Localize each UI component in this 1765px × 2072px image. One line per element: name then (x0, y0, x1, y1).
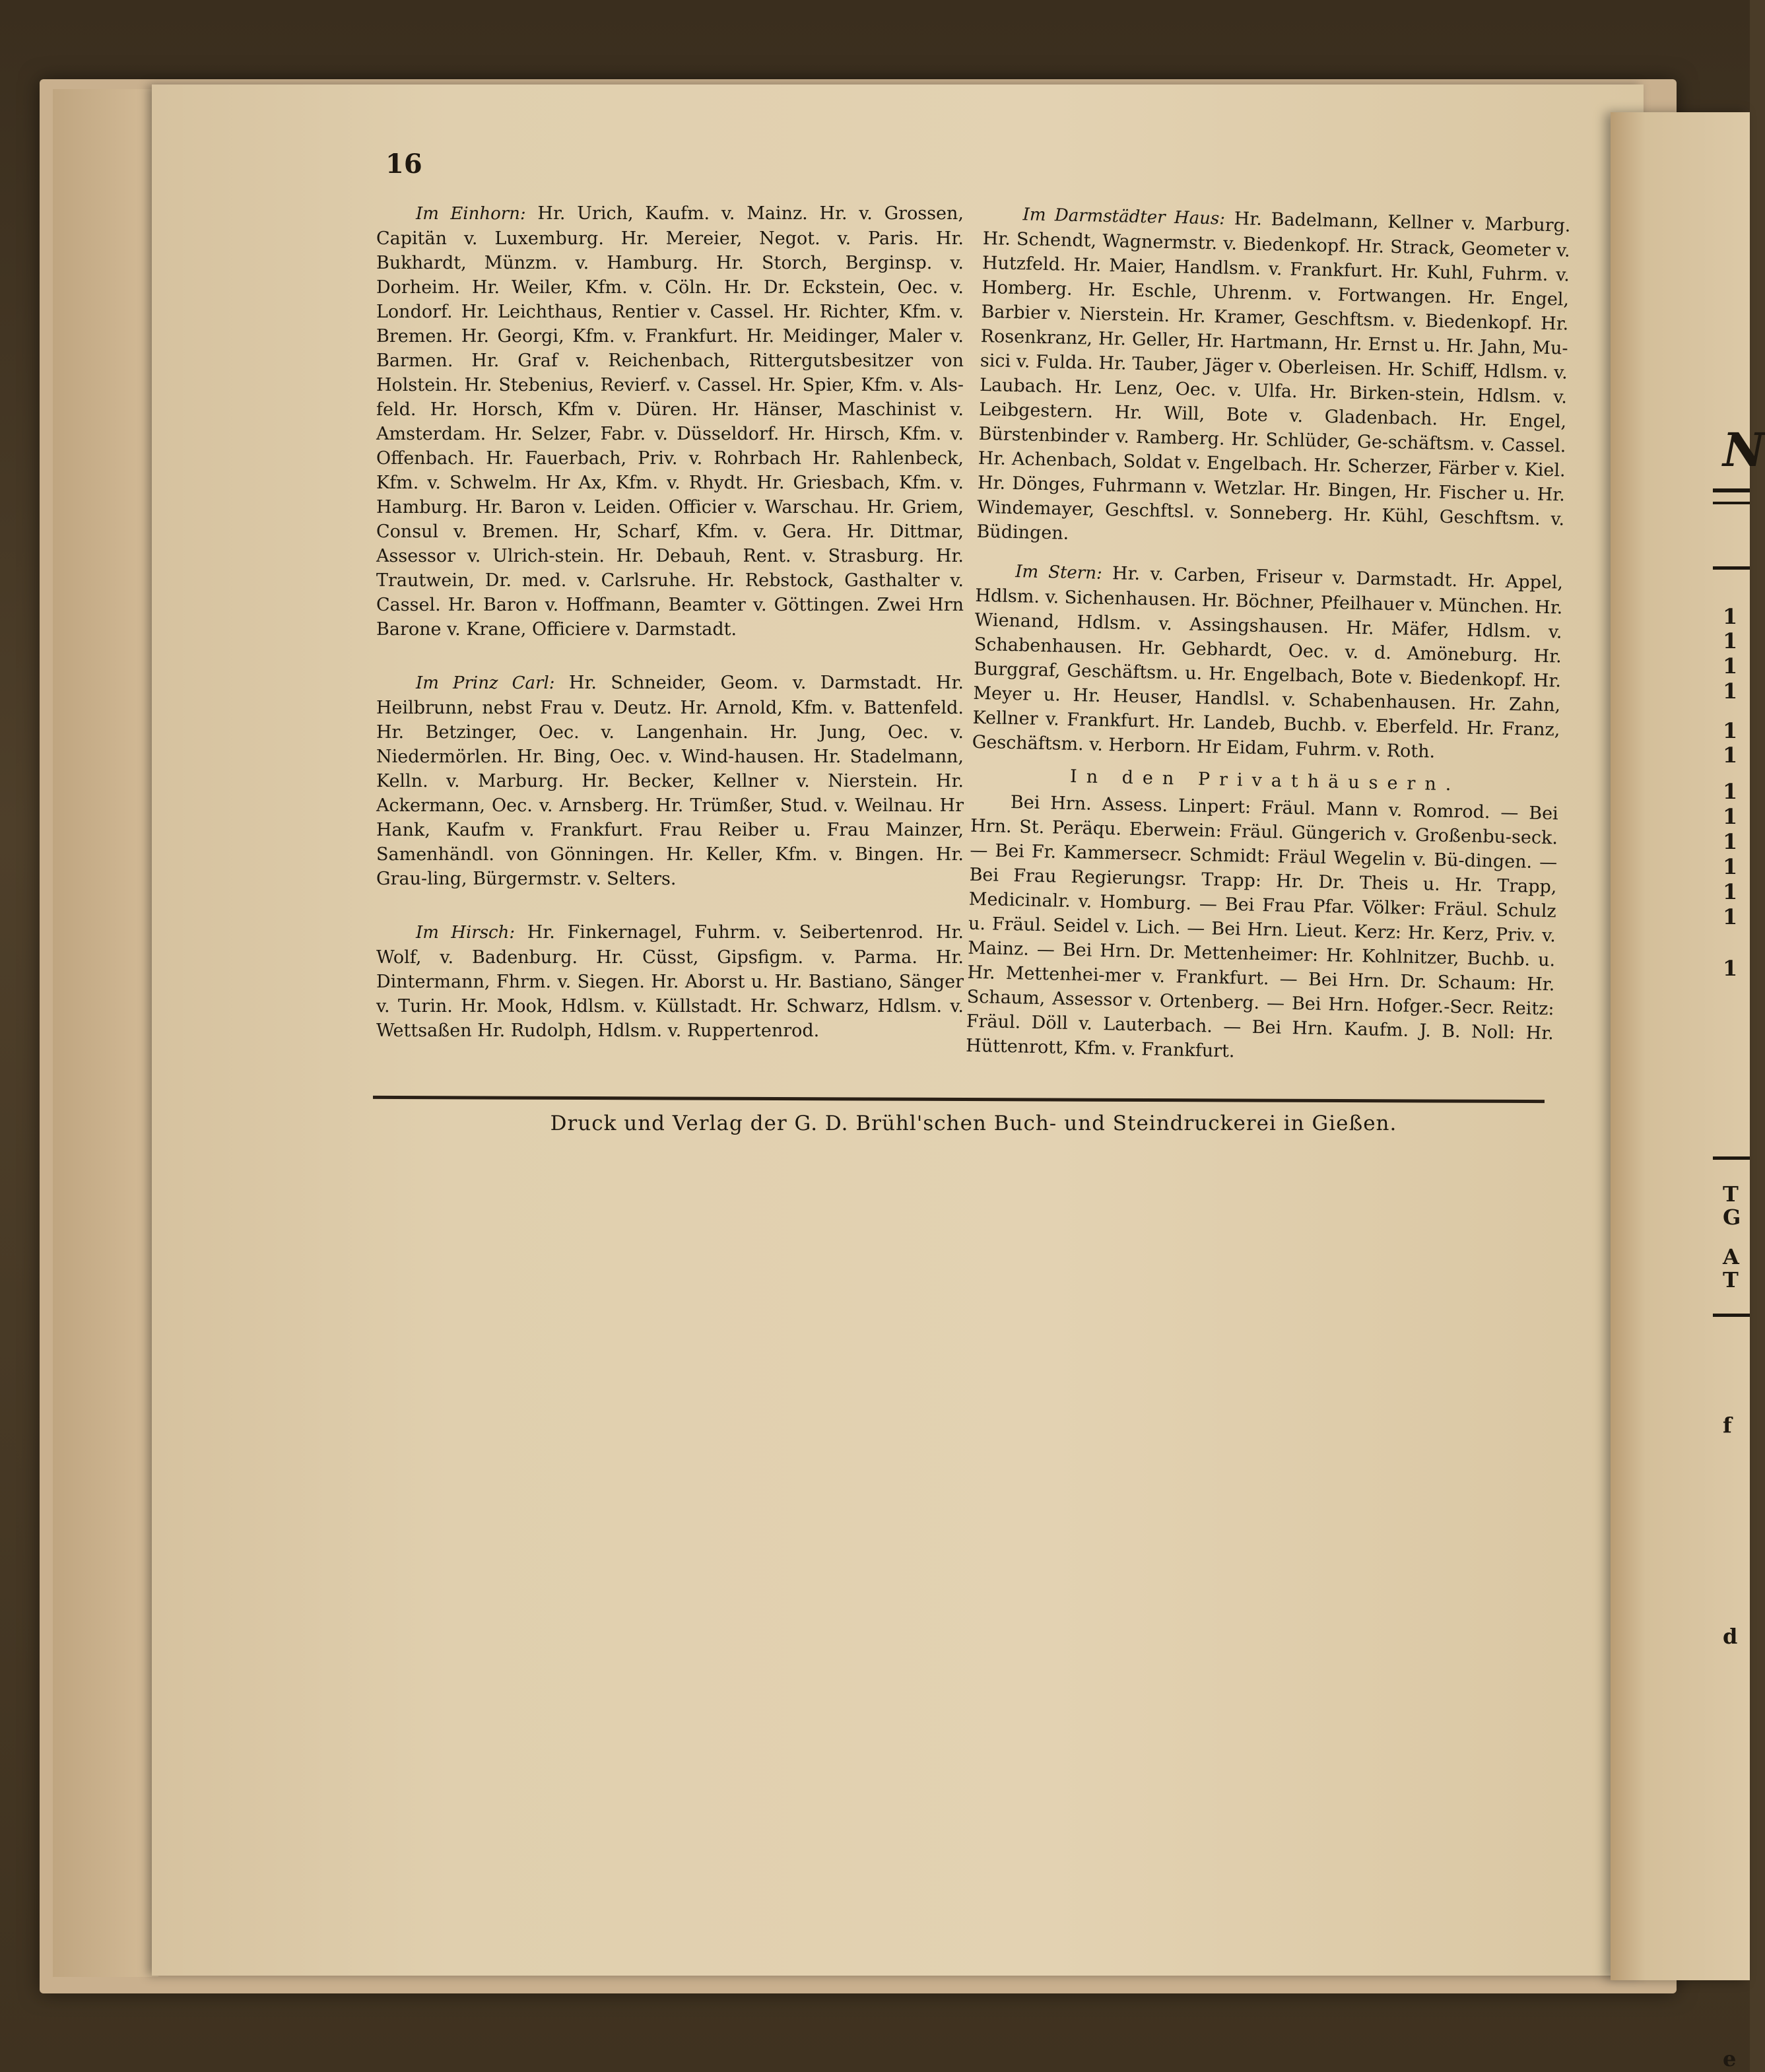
margin-fragment: 1 (1723, 718, 1738, 743)
private-houses-heading: In den Privathäusern. (1069, 766, 1461, 795)
entry-prinz-carl (376, 671, 964, 891)
inn-name: Im Hirsch: (416, 923, 516, 943)
right-column-wrapper (965, 201, 1578, 1105)
margin-fragment: 1 (1723, 829, 1738, 854)
margin-rule (1713, 502, 1750, 504)
private-houses-list: Bei Hrn. Assess. Linpert: Fräul. Mann v. Romrod. — Bei Hrn. St. Peräqu. Eberwein: Fräul. Güngerich v. Großenbu-seck. — Bei Fr. Kammersecr. Schmidt: Fräul Wegelin v. Bü-dingen. — Bei Frau Regierungsr. Trapp: Hr. Dr. Theis u. Hr. Trapp, Medicinalr. v. Homburg. — Bei Frau Pfar. Völker: Fräul. Schulz u. Fräul. Seidel v. Lich. — Bei Hrn. Lieut. Kerz: Hr. Kerz, Priv. v. Mainz. — Bei Hrn. Dr. Mettenheimer: Hr. Kohlnitzer, Buchb. u. Hr. Mettenhei-mer v. Frankfurt. — Bei Hrn. Dr. Schaum: Hr. Schaum, Assessor v. Ortenberg. — Bei Hrn. Hofger.-Secr. Reitz: Fräul. Döll v. Lauterbach. — Bei Hrn. Kaufm. J. B. Noll: Hr. Hüttenrott, Kfm. v. Frankfurt. (965, 792, 1559, 1062)
margin-fragment: N (1723, 422, 1765, 477)
margin-fragment: 1 (1723, 779, 1738, 804)
guest-list: Hr. v. Carben, Friseur v. Darmstadt. Hr. Appel, Hdlsm. v. Sichenhausen. Hr. Böchner, Pfeilhauer v. München. Hr. Wienand, Hdlsm. v. Assingshausen. Hr. Mäfer, Hdlsm. v. Schabenhausen. Hr. Gebhardt, Oec. v. d. Amöneburg. Hr. Burggraf, Geschäftsm. u. Hr. Engelbach, Bote v. Biedenkopf. Hr. Meyer u. Hr. Heuser, Handlsl. v. Schabenhausen. Hr. Zahn, Kellner v. Frankfurt. Hr. Landeb, Buchb. v. Eberfeld. Hr. Franz, Geschäftsm. v. Herborn. Hr Eidam, Fuhrm. v. Roth. (972, 563, 1564, 762)
margin-fragment: 1 (1723, 743, 1738, 768)
entry-darmstaedter-haus (976, 201, 1571, 556)
margin-fragment: 1 (1723, 879, 1738, 904)
margin-fragment: G (1723, 1205, 1741, 1230)
margin-rule (1713, 566, 1750, 570)
margin-fragment: T (1723, 1182, 1739, 1207)
entry-hirsch (376, 920, 964, 1043)
guest-list: Hr. Finkernagel, Fuhrm. v. Seibertenrod. Hr. Wolf, v. Badenburg. Hr. Cüsst, Gipsfigm. v. Parma. Hr. Dintermann, Fhrm. v. Siegen. Hr. Aborst u. Hr. Bastiano, Sänger v. Turin. Hr. Mook, Hdlsm. v. Küllstadt. Hr. Schwarz, Hdlsm. v. Wettsaßen Hr. Rudolph, Hdlsm. v. Ruppertenrod. (376, 922, 964, 1041)
margin-rule (1713, 1156, 1750, 1160)
page-stack-edge (53, 89, 158, 1977)
entry-einhorn (376, 201, 964, 642)
margin-fragment: 1 (1723, 956, 1738, 981)
left-column (376, 201, 964, 1043)
margin-fragment: e (1723, 2046, 1737, 2071)
margin-fragment: A (1723, 1244, 1739, 1269)
margin-rule (1713, 488, 1750, 492)
guest-list: Hr. Urich, Kaufm. v. Mainz. Hr. v. Grossen, Capitän v. Luxemburg. Hr. Mereier, Negot. v. Paris. Hr. Bukhardt, Münzm. v. Hamburg. Hr. Storch, Berginsp. v. Dorheim. Hr. Weiler, Kfm. v. Cöln. Hr. Dr. Eckstein, Oec. v. Londorf. Hr. Leichthaus, Rentier v. Cassel. Hr. Richter, Kfm. v. Bremen. Hr. Georgi, Kfm. v. Frankfurt. Hr. Meidinger, Maler v. Barmen. Hr. Graf v. Reichenbach, Rittergutsbesitzer von Holstein. Hr. Stebenius, Revierf. v. Cassel. Hr. Spier, Kfm. v. Als-feld. Hr. Horsch, Kfm v. Düren. Hr. Hänser, Maschinist v. Amsterdam. Hr. Selzer, Fabr. v. Düsseldorf. Hr. Hirsch, Kfm. v. Offenbach. Hr. Fauerbach, Priv. v. Rohrbach Hr. Rahlenbeck, Kfm. v. Schwelm. Hr Ax, Kfm. v. Rhydt. Hr. Griesbach, Kfm. v. Hamburg. Hr. Baron v. Leiden. Officier v. Warschau. Hr. Griem, Consul v. Bremen. Hr, Scharf, Kfm. v. Gera. Hr. Dittmar, Assessor v. Ulrich-stein. Hr. Debauh, Rent. v. Strasburg. Hr. Trautwein, Dr. med. v. Carlsruhe. Hr. Rebstock, Gasthalter v. Cassel. Hr. Baron v. Hoffmann, Beamter v. Göttingen. Zwei Hrn Barone v. Krane, Officiere v. Darmstadt. (376, 203, 964, 640)
margin-rule (1713, 1314, 1750, 1317)
printer-imprint: Druck und Verlag der G. D. Brühl'schen Buch- und Steindruckerei in Gießen. (550, 1112, 1397, 1135)
facing-page-edge (1611, 112, 1750, 1980)
margin-fragment: 1 (1723, 604, 1738, 629)
margin-fragment: 1 (1723, 854, 1738, 879)
margin-fragment: 1 (1723, 679, 1738, 704)
inn-name: Im Einhorn: (416, 204, 526, 224)
inn-name: Im Stern: (1015, 562, 1103, 584)
inn-name: Im Darmstädter Haus: (1022, 205, 1226, 229)
margin-fragment: 1 (1723, 653, 1738, 679)
guest-list: Hr. Badelmann, Kellner v. Marburg. Hr. Schendt, Wagnermstr. v. Biedenkopf. Hr. Strack, Geometer v. Hutzfeld. Hr. Maier, Handlsm. v. Frankfurt. Hr. Kuhl, Fuhrm. v. Homberg. Hr. Eschle, Uhrenm. v. Fortwangen. Hr. Engel, Barbier v. Nierstein. Hr. Kramer, Geschftsm. v. Biedenkopf. Hr. Rosenkranz, Hr. Geller, Hr. Hartmann, Hr. Ernst u. Hr. Jahn, Mu-sici v. Fulda. Hr. Tauber, Jäger v. Oberleisen. Hr. Schiff, Hdlsm. v. Laubach. Hr. Lenz, Oec. v. Ulfa. Hr. Birken-stein, Hdlsm. v. Leibgestern. Hr. Will, Bote v. Gladenbach. Hr. Engel, Bürstenbinder v. Ramberg. Hr. Schlüder, Ge-schäftsm. v. Cassel. Hr. Achenbach, Soldat v. Engelbach. Hr. Scherzer, Färber v. Kiel. Hr. Dönges, Fuhrmann v. Wetzlar. Hr. Bingen, Hr. Fischer u. Hr. Windemayer, Geschftsl. v. Sonneberg. Hr. Kühl, Geschftsm. v. Büdingen. (976, 208, 1571, 544)
guest-list: Hr. Schneider, Geom. v. Darmstadt. Hr. Heilbrunn, nebst Frau v. Deutz. Hr. Arnold, Kfm. v. Battenfeld. Hr. Betzinger, Oec. v. Langenhain. Hr. Jung, Oec. v. Niedermörlen. Hr. Bing, Oec. v. Wind-hausen. Hr. Stadelmann, Kelln. v. Marburg. Hr. Becker, Kellner v. Nierstein. Hr. Ackermann, Oec. v. Arnsberg. Hr. Trümßer, Stud. v. Weilnau. Hr Hank, Kaufm v. Frankfurt. Frau Reiber u. Frau Mainzer, Samenhändl. von Gönningen. Hr. Keller, Kfm. v. Bingen. Hr. Grau-ling, Bürgermstr. v. Selters. (376, 673, 964, 889)
margin-fragment: 1 (1723, 904, 1738, 929)
margin-fragment: T (1723, 1267, 1739, 1292)
margin-fragment: d (1723, 1624, 1738, 1649)
entry-stern (972, 558, 1563, 767)
inn-name: Im Prinz Carl: (416, 673, 555, 693)
right-column (966, 201, 1571, 1070)
margin-fragment: 1 (1723, 804, 1738, 829)
margin-fragment: 1 (1723, 628, 1738, 653)
margin-fragment: f (1723, 1413, 1732, 1438)
page-number: 16 (385, 149, 422, 180)
